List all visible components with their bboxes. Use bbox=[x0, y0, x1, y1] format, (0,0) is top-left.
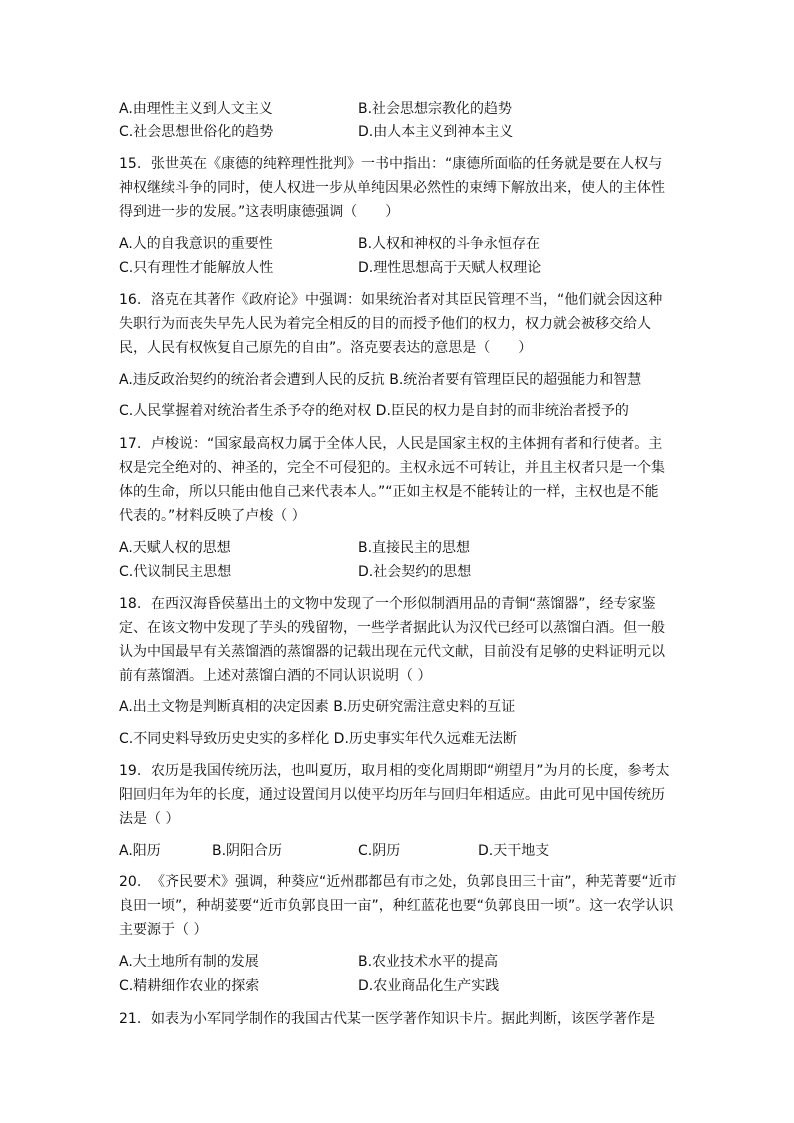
q17-options-row-1 bbox=[119, 537, 679, 559]
q18-text: 在西汉海昏侯墓出土的文物中发现了一个形似制酒用品的青铜“蒸馏器”，经专家鉴 bbox=[151, 596, 656, 612]
q19-option-a: A.阳历 bbox=[119, 843, 161, 859]
q21-number: 21. bbox=[119, 1011, 142, 1027]
q19-number: 19. bbox=[119, 763, 142, 779]
q17-stem-line-4: 代表的。”材料反映了卢梭（ ） bbox=[119, 508, 306, 524]
q17-option-b: B.直接民主的思想 bbox=[358, 540, 471, 556]
q15-stem-line-2: 神权继续斗争的同时，使人权进一步从单纯因果必然性的束缚下解放出来，使人的主体性 bbox=[119, 180, 665, 196]
q20-option-a: A.大土地所有制的发展 bbox=[119, 954, 259, 970]
q18-options-row-1: A.出土文物是判断真相的决定因素 B.历史研究需注意史料的互证 bbox=[119, 699, 516, 715]
q14-option-b: B.社会思想宗教化的趋势 bbox=[358, 101, 513, 117]
q14-option-d: D.由人本主义到神本主义 bbox=[358, 124, 514, 140]
q20-options-row-1 bbox=[119, 951, 679, 973]
q16-stem-line-2: 失职行为而丧失早先人民为着完全相反的目的而授予他们的权力，权力就会被移交给人 bbox=[119, 316, 651, 332]
q20-stem-line-1 bbox=[119, 870, 679, 894]
q17-option-d: D.社会契约的思想 bbox=[358, 564, 472, 580]
q19-option-d: D.天干地支 bbox=[478, 843, 550, 859]
q15-option-c: C.只有理性才能解放人性 bbox=[119, 260, 274, 276]
q18-stem-line-1 bbox=[119, 592, 679, 616]
q19-options-row bbox=[119, 840, 679, 862]
q20-option-c: C.精耕细作农业的探索 bbox=[119, 978, 260, 994]
q19-stem-line-1 bbox=[119, 759, 679, 783]
q16-options-row-2: C.人民掌握着对统治者生杀予夺的绝对权 D.臣民的权力是自封的而非统治者授予的 bbox=[119, 403, 629, 419]
q16-options-row-1: A.违反政治契约的统治者会遭到人民的反抗 B.统治者要有管理臣民的超强能力和智慧 bbox=[119, 372, 642, 388]
q17-text: 卢梭说：“国家最高权力属于全体人民，人民是国家主权的主体拥有者和行使者。主 bbox=[151, 436, 663, 452]
q16-number: 16. bbox=[119, 292, 142, 308]
q15-number: 15. bbox=[119, 156, 142, 172]
q19-option-b: B.阴阳合历 bbox=[212, 843, 283, 859]
q18-stem-line-2: 定、在该文物中发现了芋头的残留物，一些学者据此认为汉代已经可以蒸馏白酒。但一般 bbox=[119, 620, 665, 636]
q16-stem-line-3: 民，人民有权恢复自己原先的自由”。洛克要表达的意思是（ ） bbox=[119, 340, 533, 356]
q17-stem-line-1 bbox=[119, 432, 679, 456]
q14-option-c: C.社会思想世俗化的趋势 bbox=[119, 124, 274, 140]
q17-stem-line-2: 权是完全绝对的、神圣的，完全不可侵犯的。主权永远不可转让，并且主权者只是一个集 bbox=[119, 460, 665, 476]
q17-option-a: A.天赋人权的思想 bbox=[119, 540, 231, 556]
q16-stem-line-1 bbox=[119, 288, 679, 312]
q14-option-a: A.由理性主义到人文主义 bbox=[119, 101, 273, 117]
q20-stem-line-2: 良田一顷”，种胡荽要“近市负郭良田一亩”，种红蓝花也要“负郭良田一顷”。这一农学认识 bbox=[119, 898, 674, 914]
q20-number: 20. bbox=[119, 874, 142, 890]
q21-stem-line-1 bbox=[119, 1007, 679, 1031]
q15-stem-line-1 bbox=[119, 152, 679, 176]
q14-options-row-2 bbox=[119, 121, 679, 143]
q21-text: 如表为小军同学制作的我国古代某一医学著作知识卡片。据此判断，该医学著作是 bbox=[151, 1011, 655, 1027]
q18-stem-line-4: 前有蒸馏酒。上述对蒸馏白酒的不同认识说明（ ） bbox=[119, 668, 432, 684]
q15-option-b: B.人权和神权的斗争永恒存在 bbox=[358, 236, 541, 252]
q14-options-row-1 bbox=[119, 98, 679, 120]
q15-options-row-1 bbox=[119, 233, 679, 255]
q15-option-a: A.人的自我意识的重要性 bbox=[119, 236, 273, 252]
q18-number: 18. bbox=[119, 596, 142, 612]
q20-options-row-2 bbox=[119, 975, 679, 997]
q20-stem-line-3: 主要源于（ ） bbox=[119, 922, 208, 938]
q19-option-c: C.阴历 bbox=[358, 843, 401, 859]
q15-text: 张世英在《康德的纯粹理性批判》一书中指出：“康德所面临的任务就是要在人权与 bbox=[151, 156, 663, 172]
q17-stem-line-3: 体的生命，所以只能由他自己来代表本人。”“正如主权是不能转让的一样，主权也是不能 bbox=[119, 484, 659, 500]
q16-text: 洛克在其著作《政府论》中强调：如果统治者对其臣民管理不当，“他们就会因这种 bbox=[151, 292, 663, 308]
q17-options-row-2 bbox=[119, 561, 679, 583]
q15-options-row-2 bbox=[119, 257, 679, 279]
q19-stem-line-3: 法是（ ） bbox=[119, 811, 180, 827]
q17-number: 17. bbox=[119, 436, 142, 452]
q19-text: 农历是我国传统历法，也叫夏历，取月相的变化周期即“朔望月”为月的长度，参考太 bbox=[151, 763, 670, 779]
q15-option-d: D.理性思想高于天赋人权理论 bbox=[358, 260, 542, 276]
q18-stem-line-3: 认为中国最早有关蒸馏酒的蒸馏器的记载出现在元代文献，目前没有足够的史料证明元以 bbox=[119, 644, 665, 660]
q15-stem-line-3: 得到进一步的发展。”这表明康德强调（ ） bbox=[119, 204, 400, 220]
q20-option-d: D.农业商品化生产实践 bbox=[358, 978, 500, 994]
q20-option-b: B.农业技术水平的提高 bbox=[358, 954, 499, 970]
q18-options-row-2: C.不同史料导致历史史实的多样化 D.历史事实年代久远难无法断 bbox=[119, 731, 517, 747]
q19-stem-line-2: 阳回归年为年的长度，通过设置闰月以使平均历年与回归年相适应。由此可见中国传统历 bbox=[119, 787, 665, 803]
q20-text: 《齐民要术》强调，种葵应“近州郡都邑有市之处，负郭良田三十亩”，种芜菁要“近市 bbox=[151, 874, 677, 890]
q17-option-c: C.代议制民主思想 bbox=[119, 564, 232, 580]
